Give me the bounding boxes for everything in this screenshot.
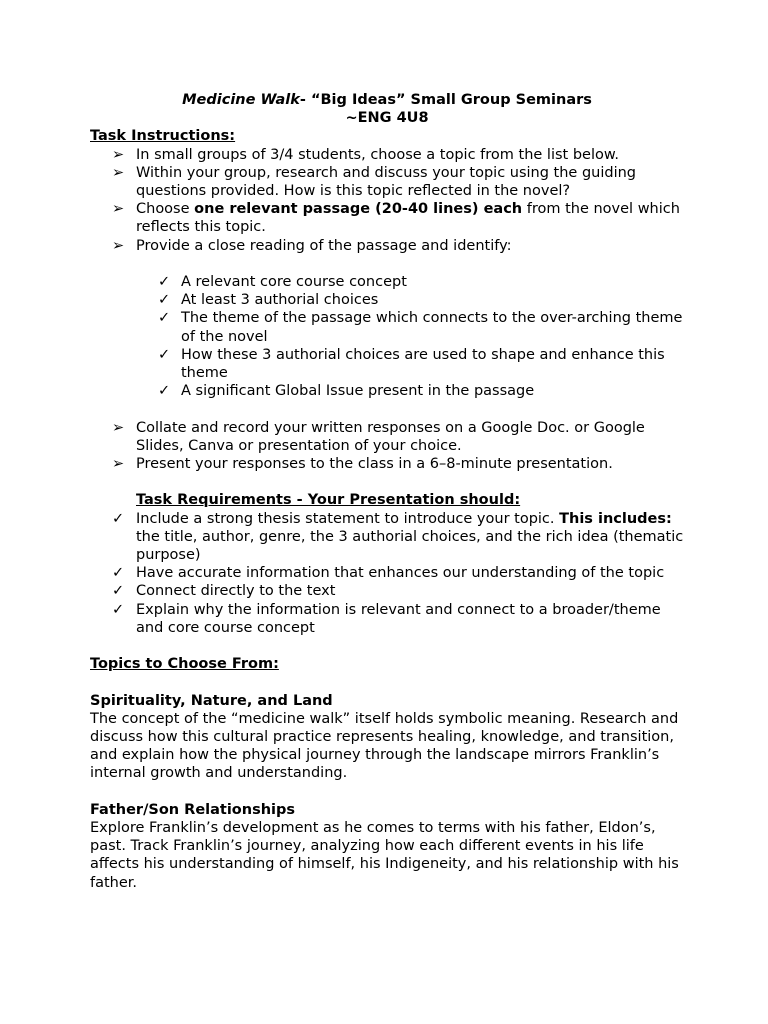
list-item: ✓ How these 3 authorial choices are used to shape and enhance this theme xyxy=(158,346,665,382)
arrow-bullet-icon: ➢ xyxy=(112,201,125,218)
arrow-bullet-icon: ➢ xyxy=(112,237,125,254)
document-page xyxy=(90,91,690,892)
check-bullet-icon: ✓ xyxy=(158,292,171,309)
document-title xyxy=(90,91,684,109)
list-item: ✓ Have accurate information that enhances our understanding of the topic xyxy=(112,565,665,582)
course-code: ~ENG 4U8 xyxy=(345,110,429,127)
arrow-bullet-icon: ➢ xyxy=(112,456,125,473)
arrow-bullet-icon: ➢ xyxy=(112,146,125,163)
topic-title: Father/Son Relationships xyxy=(90,801,296,818)
topic-title: Spirituality, Nature, and Land xyxy=(90,692,333,709)
topics-heading: Topics to Choose From: xyxy=(90,656,279,673)
list-item: ➢ In small groups of 3/4 students, choose a topic from the list below. xyxy=(112,146,619,163)
check-bullet-icon: ✓ xyxy=(158,383,171,400)
check-bullet-icon: ✓ xyxy=(112,565,125,582)
check-bullet-icon: ✓ xyxy=(112,583,125,600)
topic-description: The concept of the “medicine walk” itself holds symbolic meaning. Research and discuss how this cultural practice represents healing, knowledge, and transition, and explain how the physical journey through the landscape mirrors Franklin’s internal growth and understanding. xyxy=(90,710,679,782)
list-item: ➢ Collate and record your written responses on a Google Doc. or Google Slides, Canva or presentation of your choice. xyxy=(112,419,645,454)
task-requirements-heading: Task Requirements - Your Presentation should: xyxy=(136,492,521,509)
list-item: ✓ Explain why the information is relevant and connect to a broader/theme and core course concept xyxy=(112,601,661,636)
list-item: ✓ A significant Global Issue present in the passage xyxy=(158,383,535,400)
topic-description: Explore Franklin’s development as he comes to terms with his father, Eldon’s, past. Track Franklin’s journey, analyzing how each different events in his life affects his understanding of himself, his Indigeneity, and his relationship with his father. xyxy=(90,820,679,891)
instructions-list xyxy=(90,146,690,255)
title-rest: - “Big Ideas” Small Group Seminars xyxy=(299,92,592,108)
list-item: ✓ At least 3 authorial choices xyxy=(158,292,379,309)
check-bullet-icon: ✓ xyxy=(112,510,125,527)
arrow-bullet-icon: ➢ xyxy=(112,419,125,436)
list-item: ✓ The theme of the passage which connects to the over-arching theme of the novel xyxy=(158,310,683,345)
task-instructions-heading: Task Instructions: xyxy=(90,128,236,145)
list-item: ✓ Include a strong thesis statement to introduce your topic. This includes: the title, author, genre, the 3 authorial choices, and the rich idea (thematic purpose) xyxy=(112,510,684,564)
identify-list xyxy=(90,273,690,400)
arrow-bullet-icon: ➢ xyxy=(112,164,125,181)
list-item: ➢ Present your responses to the class in a 6–8-minute presentation. xyxy=(112,456,613,473)
check-bullet-icon: ✓ xyxy=(158,346,171,363)
list-item: ➢ Within your group, research and discuss your topic using the guiding questions provided. How is this topic reflected in the novel? xyxy=(112,164,637,200)
list-item: ✓ Connect directly to the text xyxy=(112,583,336,600)
list-item: ➢ Provide a close reading of the passage and identify: xyxy=(112,237,512,254)
instructions-list-continued xyxy=(90,419,690,474)
requirements-list xyxy=(90,510,690,637)
check-bullet-icon: ✓ xyxy=(158,274,171,291)
check-bullet-icon: ✓ xyxy=(112,601,125,618)
title-novel: Medicine Walk xyxy=(182,92,300,108)
list-item: ✓ A relevant core course concept xyxy=(158,274,407,291)
check-bullet-icon: ✓ xyxy=(158,310,171,327)
list-item: ➢ Choose one relevant passage (20-40 lines) each from the novel which reflects this topic. xyxy=(112,201,680,236)
